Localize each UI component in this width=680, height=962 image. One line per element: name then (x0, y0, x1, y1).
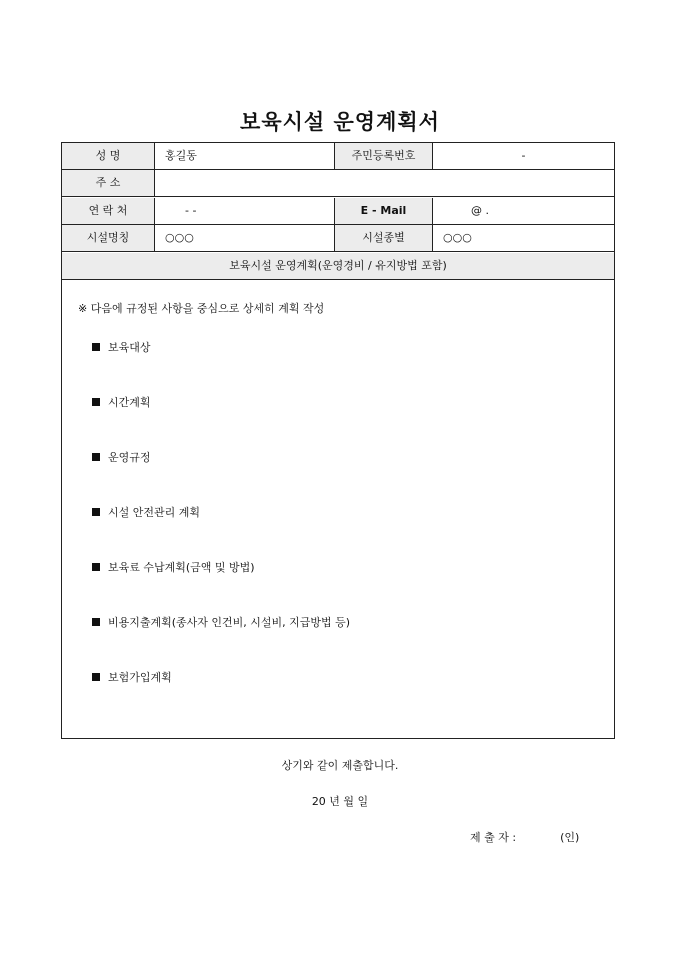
instruction-note: ※ 다음에 규정된 사항을 중심으로 상세히 계획 작성 (78, 302, 325, 315)
email-value[interactable]: @ . (471, 204, 489, 217)
phone-value[interactable]: - - (155, 198, 335, 224)
address-value[interactable] (155, 170, 614, 196)
square-bullet-icon (92, 453, 100, 461)
square-bullet-icon (92, 618, 100, 626)
address-label: 주 소 (62, 170, 155, 196)
email-label: E - Mail (335, 198, 433, 224)
plan-item (92, 669, 172, 685)
plan-item-label: 시설 안전관리 계획 (108, 506, 201, 519)
submitter-line (470, 829, 579, 845)
seal-label: (인) (560, 831, 580, 844)
contact-label: 연 락 처 (62, 198, 155, 224)
facility-name-label: 시설명칭 (62, 225, 155, 251)
plan-item-label: 시간계획 (108, 396, 151, 409)
facility-name-value[interactable]: ○○○ (155, 225, 335, 251)
plan-item (92, 614, 350, 630)
plan-item (92, 394, 151, 410)
resident-number-value[interactable]: - (521, 149, 526, 162)
document-title: 보육시설 운영계획서 (240, 110, 440, 134)
square-bullet-icon (92, 673, 100, 681)
name-label: 성 명 (62, 143, 155, 169)
square-bullet-icon (92, 563, 100, 571)
facility-row (62, 225, 614, 252)
contact-row (62, 198, 614, 225)
plan-item-label: 운영규정 (108, 451, 151, 464)
plan-item-label: 보험가입계획 (108, 671, 172, 684)
facility-type-label: 시설종별 (335, 225, 433, 251)
section-header: 보육시설 운영계획(운영경비 / 유지방법 포함) (62, 253, 614, 280)
square-bullet-icon (92, 343, 100, 351)
resident-number-label: 주민등록번호 (335, 143, 433, 169)
name-row (62, 143, 614, 170)
submitter-label: 제 출 자 : (470, 831, 517, 844)
square-bullet-icon (92, 508, 100, 516)
address-row (62, 170, 614, 197)
plan-item (92, 559, 255, 575)
facility-type-value[interactable]: ○○○ (443, 231, 472, 244)
plan-item-label: 비용지출계획(종사자 인건비, 시설비, 지급방법 등) (108, 616, 351, 629)
plan-item (92, 504, 200, 520)
plan-item (92, 339, 151, 355)
plan-item-label: 보육료 수납계획(금액 및 방법) (108, 561, 255, 574)
submission-text: 상기와 같이 제출합니다. (281, 759, 399, 772)
plan-item-label: 보육대상 (108, 341, 151, 354)
date-line: 20 년 월 일 (311, 795, 369, 808)
plan-form (61, 142, 615, 739)
plan-item (92, 449, 151, 465)
name-value[interactable]: 홍길동 (155, 143, 335, 169)
square-bullet-icon (92, 398, 100, 406)
